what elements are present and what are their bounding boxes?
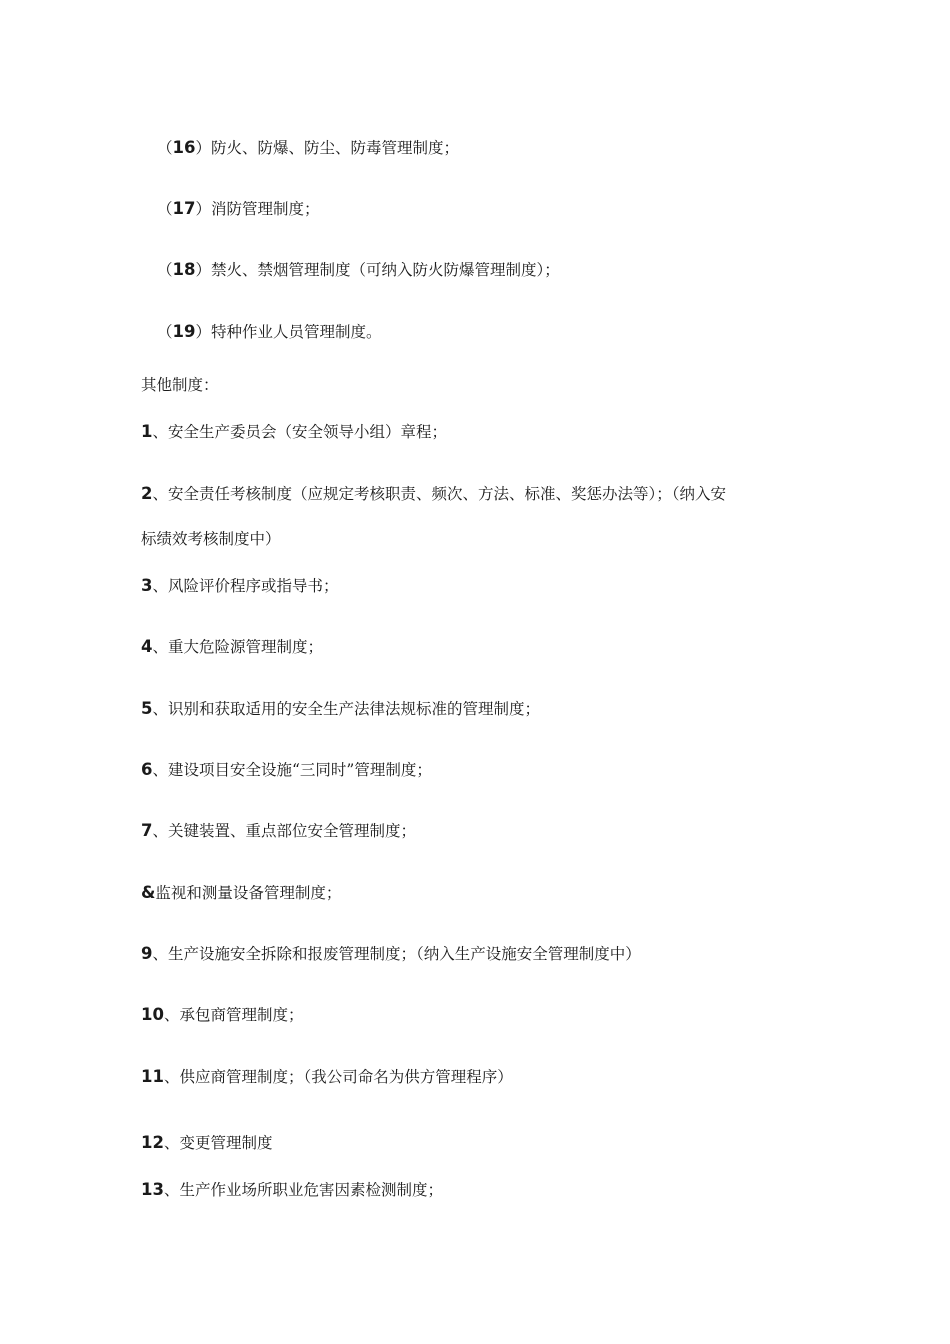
paren-open: （ <box>157 323 173 341</box>
item-text: 、安全责任考核制度（应规定考核职责、频次、方法、标准、奖惩办法等）；（纳入安 <box>152 485 726 503</box>
item-text: 、供应商管理制度；（我公司命名为供方管理程序） <box>163 1068 513 1086</box>
section-heading: 其他制度： <box>141 376 219 394</box>
item-text: 、安全生产委员会（安全领导小组）章程； <box>152 423 447 441</box>
item-12 <box>141 1133 272 1153</box>
item-text: 消防管理制度； <box>211 200 320 218</box>
item-number: 18 <box>172 260 196 279</box>
sub-item-18 <box>157 260 560 280</box>
item-number: 2 <box>141 484 153 503</box>
item-number: 3 <box>141 576 153 595</box>
item-text: 防火、防爆、防尘、防毒管理制度； <box>211 139 460 157</box>
item-number: 19 <box>172 322 196 341</box>
sub-item-17 <box>157 199 320 219</box>
sub-item-16 <box>157 138 459 158</box>
item-number: 17 <box>172 199 196 218</box>
item-number: 7 <box>141 821 153 840</box>
item-5 <box>141 699 540 719</box>
item-number: 12 <box>141 1133 164 1152</box>
item-10 <box>141 1005 303 1025</box>
item-text: 、重大危险源管理制度； <box>152 638 323 656</box>
paren-open: （ <box>157 261 173 279</box>
item-text: 、生产设施安全拆除和报废管理制度；（纳入生产设施安全管理制度中） <box>152 945 641 963</box>
item-text: 、识别和获取适用的安全生产法律法规标准的管理制度； <box>152 700 540 718</box>
item-number: 6 <box>141 760 153 779</box>
item-4 <box>141 637 323 657</box>
sub-item-19 <box>157 322 382 342</box>
item-text: 、生产作业场所职业危害因素检测制度； <box>163 1181 443 1199</box>
item-number: 1 <box>141 422 153 441</box>
item-7 <box>141 821 416 841</box>
item-text: 、关键装置、重点部位安全管理制度； <box>152 822 416 840</box>
item-number: & <box>141 883 156 902</box>
paren-close: ） <box>195 139 211 157</box>
item-11 <box>141 1067 513 1087</box>
paren-open: （ <box>157 200 173 218</box>
item-8 <box>141 883 341 903</box>
paren-close: ） <box>195 323 211 341</box>
item-9 <box>141 944 641 964</box>
item-6 <box>141 760 432 780</box>
item-number: 5 <box>141 699 153 718</box>
item-text: 、风险评价程序或指导书； <box>152 577 339 595</box>
paren-open: （ <box>157 139 173 157</box>
item-1 <box>141 422 447 442</box>
item-text: 、变更管理制度 <box>163 1134 273 1152</box>
item-number: 10 <box>141 1005 164 1024</box>
item-number: 4 <box>141 637 153 656</box>
item-2 <box>141 484 726 504</box>
item-text: 特种作业人员管理制度。 <box>211 323 382 341</box>
item-number: 11 <box>141 1067 164 1086</box>
item-number: 16 <box>172 138 196 157</box>
paren-close: ） <box>195 200 211 218</box>
item-2-continuation: 标绩效考核制度中） <box>141 530 281 548</box>
item-number: 9 <box>141 944 153 963</box>
item-text: 、承包商管理制度； <box>163 1006 304 1024</box>
paren-close: ） <box>195 261 211 279</box>
item-text: 禁火、禁烟管理制度（可纳入防火防爆管理制度）； <box>211 261 560 279</box>
item-text: 监视和测量设备管理制度； <box>155 884 342 902</box>
item-13 <box>141 1180 443 1200</box>
item-text: 、建设项目安全设施“三同时”管理制度； <box>152 761 432 779</box>
item-3 <box>141 576 339 596</box>
item-number: 13 <box>141 1180 164 1199</box>
